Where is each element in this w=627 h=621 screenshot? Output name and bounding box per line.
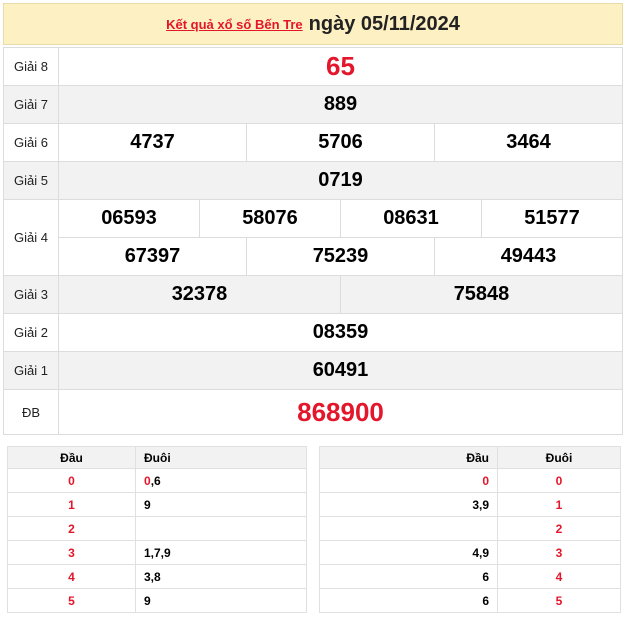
table-row: [8, 517, 307, 541]
head-digits: 4,9: [320, 541, 498, 565]
prize-number: 51577: [481, 200, 622, 237]
results-date: ngày 05/11/2024: [308, 12, 460, 35]
prize-number-db: 868900: [59, 390, 623, 435]
prize-label: Giải 7: [4, 86, 59, 124]
prize-numbers-g6: [59, 124, 623, 162]
prize-label: Giải 1: [4, 352, 59, 390]
tail-digits: 9: [136, 589, 307, 613]
head-digits: 0: [320, 469, 498, 493]
prize-row-g5: [4, 162, 623, 200]
prize-number: 08631: [340, 200, 481, 237]
head-digits: 6: [320, 589, 498, 613]
prize-number: 58076: [199, 200, 340, 237]
prize-label: Giải 6: [4, 124, 59, 162]
prize-row-g1: [4, 352, 623, 390]
prize-label: Giải 5: [4, 162, 59, 200]
tail-digits: 9: [136, 493, 307, 517]
prize-number: 49443: [434, 238, 622, 275]
prize-row-g8: [4, 48, 623, 86]
head-digits: 3,9: [320, 493, 498, 517]
column-header: Đầu: [320, 447, 498, 469]
loto-tail-table: [319, 446, 621, 613]
results-title-link[interactable]: Kết quả xổ số Bến Tre: [166, 16, 303, 32]
table-row: [320, 589, 621, 613]
loto-head-table: [7, 446, 307, 613]
prize-number: 3464: [434, 124, 622, 161]
prize-row-g7: [4, 86, 623, 124]
prize-label: ĐB: [4, 390, 59, 435]
column-header: Đuôi: [136, 447, 307, 469]
table-row: [8, 589, 307, 613]
table-row: [320, 541, 621, 565]
prize-label: Giải 3: [4, 276, 59, 314]
prize-label: Giải 4: [4, 200, 59, 276]
tail-digits: 3,8: [136, 565, 307, 589]
prize-number-g7: 889: [59, 86, 623, 124]
results-header: [3, 3, 623, 45]
head-digit: 3: [8, 541, 136, 565]
head-digit: 5: [8, 589, 136, 613]
head-digit: 4: [8, 565, 136, 589]
prize-row-g4: [4, 200, 623, 276]
prize-number-g1: 60491: [59, 352, 623, 390]
tail-digits: ,6: [150, 473, 161, 488]
prize-number: 67397: [124, 245, 181, 267]
table-row: [8, 493, 307, 517]
results-table: [3, 47, 623, 435]
table-row: [320, 517, 621, 541]
tail-digit: 1: [498, 493, 621, 517]
prize-number: 06593: [101, 207, 157, 229]
prize-number-g2: 08359: [59, 314, 623, 352]
prize-label: Giải 8: [4, 48, 59, 86]
tail-digit-highlight: 0: [144, 473, 151, 488]
prize-row-g2: [4, 314, 623, 352]
table-row: [8, 541, 307, 565]
tail-digit: 4: [498, 565, 621, 589]
prize-label: Giải 2: [4, 314, 59, 352]
table-row: [8, 469, 307, 493]
prize-number: 75239: [246, 238, 434, 275]
table-row: [8, 565, 307, 589]
prize-numbers-g4: [59, 200, 623, 276]
prize-number: 32378: [171, 283, 228, 305]
tail-digit: 5: [498, 589, 621, 613]
prize-row-db: [4, 390, 623, 435]
table-row: [320, 493, 621, 517]
head-digits: 6: [320, 565, 498, 589]
prize-number: 5706: [246, 124, 434, 161]
head-digit: 0: [8, 469, 136, 493]
prize-number: 75848: [340, 276, 622, 313]
head-digit: 1: [8, 493, 136, 517]
prize-number-g8: 65: [59, 48, 623, 86]
prize-numbers-g3: [59, 276, 623, 314]
head-digits: [320, 517, 498, 541]
prize-number-g5: 0719: [59, 162, 623, 200]
prize-number: 4737: [130, 131, 175, 153]
prize-row-g6: [4, 124, 623, 162]
head-digit: 2: [8, 517, 136, 541]
tail-digits: 1,7,9: [136, 541, 307, 565]
prize-row-g3: [4, 276, 623, 314]
column-header: Đuôi: [498, 447, 621, 469]
column-header: Đầu: [8, 447, 136, 469]
tail-digit: 2: [498, 517, 621, 541]
table-row: [320, 469, 621, 493]
tail-digit: 0: [498, 469, 621, 493]
table-row: [320, 565, 621, 589]
tail-digit: 3: [498, 541, 621, 565]
tail-digits: [136, 517, 307, 541]
